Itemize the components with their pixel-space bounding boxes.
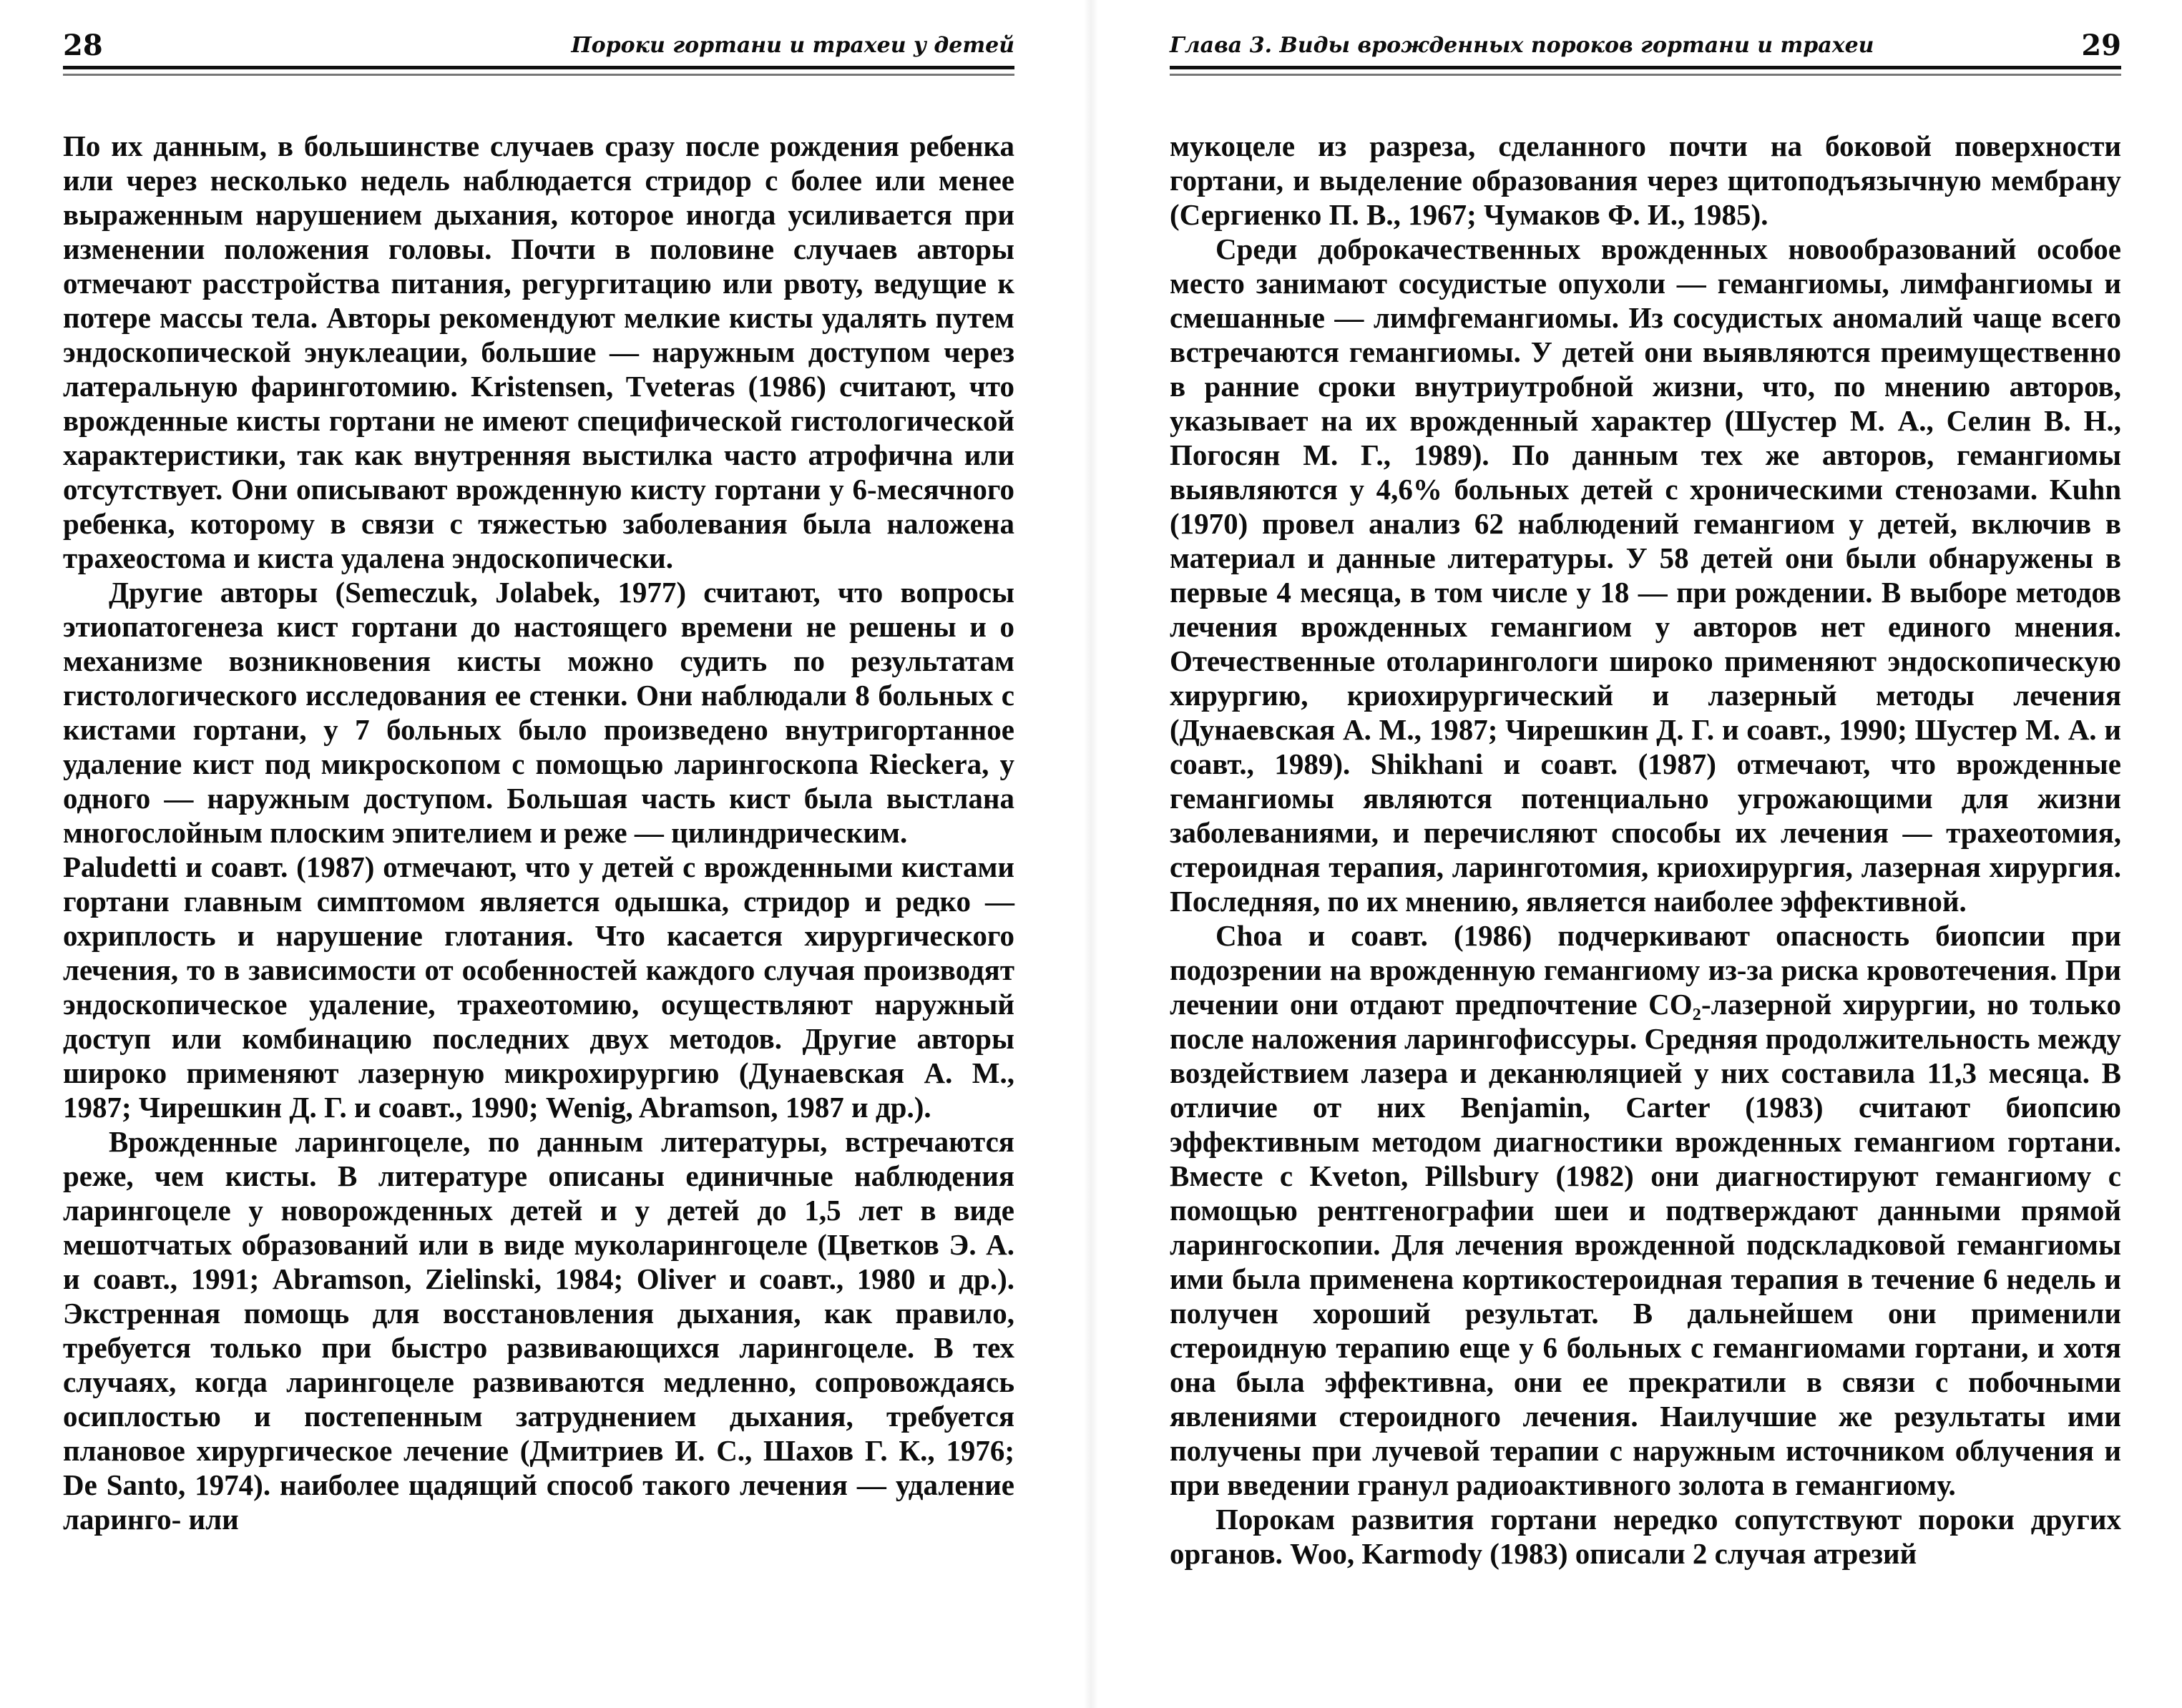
paragraph: Врожденные ларингоцеле, по данным литературы, встречаются реже, чем кисты. В литературе описаны единичные наблюдения ларингоцеле у новорожденных детей и у детей до 1,5 лет в виде мешотчатых образований или в виде муколарингоцеле (Цветков Э. А. и соавт., 1991; Abramson, Zielinski, 1984; Oliver и соавт., 1980 и др.). Экстренная помощь для восстановления дыхания, как правило, требуется только при быстро развивающихся ларингоцеле. В тех случаях, когда ларингоцеле развиваются медленно, сопровождаясь осиплостью и постепенным затруднением дыхания, требуется плановое хирургическое лечение (Дмитриев И. С., Шахов Г. К., 1976; De Santo, 1974). наиболее щадящий способ такого лечения — удаление ларинго- или (63, 1125, 1014, 1536)
left-running-title: Пороки гортани и трахеи у детей (571, 33, 1014, 58)
paragraph: По их данным, в большинстве случаев сразу после рождения ребенка или через несколько недель наблюдается стридор с более или менее выраженным нарушением дыхания, которое иногда усиливается при изменении положения головы. Почти в половине случаев авторы отмечают расстройства питания, регургитацию или рвоту, ведущие к потере массы тела. Авторы рекомендуют мелкие кисты удалять путем эндоскопической энуклеации, большие — наружным доступом через латеральную фаринготомию. Kristensen, Tveteras (1986) считают, что врожденные кисты гортани не имеют специфической гистологической характеристики, так как внутренняя выстилка часто атрофична или отсутствует. Они описывают врожденную кисту гортани у 6-месячного ребенка, которому в связи с тяжестью заболевания была наложена трахеостома и киста удалена эндоскопически. (63, 129, 1014, 574)
paragraph: мукоцеле из разреза, сделанного почти на боковой поверхности гортани, и выделение образования через щитоподъязычную мембрану (Сергиенко П. В., 1967; Чумаков Ф. И., 1985). (1170, 129, 2121, 231)
paragraph: Другие авторы (Semeczuk, Jolabek, 1977) считают, что вопросы этиопатогенеза кист гортани до настоящего времени не решены и о механизме возникновения кисты можно судить по результатам гистологического исследования ее стенки. Они наблюдали 8 больных с кистами гортани, у 7 больных было произведено внутригортанное удаление кист под микроскопом с помощью ларингоскопа Rieckera, у одного — наружным доступом. Большая часть кист была выстлана многослойным плоским эпителием и реже — цилиндрическим. (63, 576, 1014, 849)
right-page-text (1170, 129, 2121, 1571)
paragraph: Порокам развития гортани нередко сопутствуют пороки других органов. Woo, Karmody (1983) описали 2 случая атрезий (1170, 1503, 2121, 1570)
right-page (1091, 0, 2182, 1708)
right-running-title: Глава 3. Виды врожденных пороков гортани и трахеи (1170, 33, 1874, 58)
left-page-text (63, 129, 1014, 1536)
paragraph: Choa и соавт. (1986) подчеркивают опасность биопсии при подозрении на врожденную гемангиому из-за риска кровотечения. При лечении они отдают предпочтение CO₂-лазерной хирургии, но только после наложения ларингофиссуры. Средняя продолжительность между воздействием лазера и деканюляцией у них составила 11,3 месяца. В отличие от них Benjamin, Carter (1983) считают биопсию эффективным методом диагностики врожденных гемангиом гортани. Вместе с Kveton, Pillsbury (1982) они диагностируют гемангиому с помощью рентгенографии шеи и подтверждают данными прямой ларингоскопии. Для лечения врожденной подскладковой гемангиомы ими была применена кортикостероидная терапия в течение 6 недель и получен хороший результат. В дальнейшем они применили стероидную терапию еще у 6 больных с гемангиомами гортани, и хотя она была эффективна, они ее прекратили в связи с побочными явлениями стероидного лечения. Наилучшие же результаты ими получены при лучевой терапии с наружным источником облучения и при введении гранул радиоактивного золота в гемангиому. (1170, 919, 2121, 1501)
paragraph: Среди доброкачественных врожденных новообразований особое место занимают сосудистые опухоли — гемангиомы, лимфангиомы и смешанные — лимфгемангиомы. Из сосудистых аномалий чаще всего встречаются гемангиомы. У детей они выявляются преимущественно в ранние сроки внутриутробной жизни, что, по мнению авторов, указывает на их врожденный характер (Шустер М. А., Селин В. Н., Погосян М. Г., 1989). По данным тех же авторов, гемангиомы выявляются у 4,6% больных детей с хроническими стенозами. Kuhn (1970) провел анализ 62 наблюдений гемангиом у детей, включив в материал и данные литературы. У 58 детей они были обнаружены в первые 4 месяца, в том числе у 18 — при рождении. В выборе методов лечения врожденных гемангиом у авторов нет единого мнения. Отечественные отоларингологи широко применяют эндоскопическую хирургию, криохирургический и лазерный методы лечения (Дунаевская А. М., 1987; Чирешкин Д. Г. и соавт., 1990; Шустер М. А. и соавт., 1989). Shikhani и соавт. (1987) отмечают, что врожденные гемангиомы являются потенциально угрожающими для жизни заболеваниями, и перечисляют способы их лечения — трахеотомия, стероидная терапия, ларинготомия, криохирургия, лазерная хирургия. Последняя, по их мнению, является наиболее эффективной. (1170, 232, 2121, 918)
right-page-header (1170, 21, 2121, 69)
left-page-header (63, 21, 1014, 69)
paragraph: Paludetti и соавт. (1987) отмечают, что у детей с врожденными кистами гортани главным симптомом является одышка, стридор и редко — охриплость и нарушение глотания. Что касается хирургического лечения, то в зависимости от особенностей каждого случая производят эндоскопическое удаление, трахеотомию, осуществляют наружный доступ или комбинацию последних двух методов. Другие авторы широко применяют лазерную микрохирургию (Дунаевская А. М., 1987; Чирешкин Д. Г. и соавт., 1990; Wenig, Abramson, 1987 и др.). (63, 850, 1014, 1124)
left-page-number: 28 (63, 29, 103, 62)
right-page-number: 29 (2081, 29, 2121, 62)
